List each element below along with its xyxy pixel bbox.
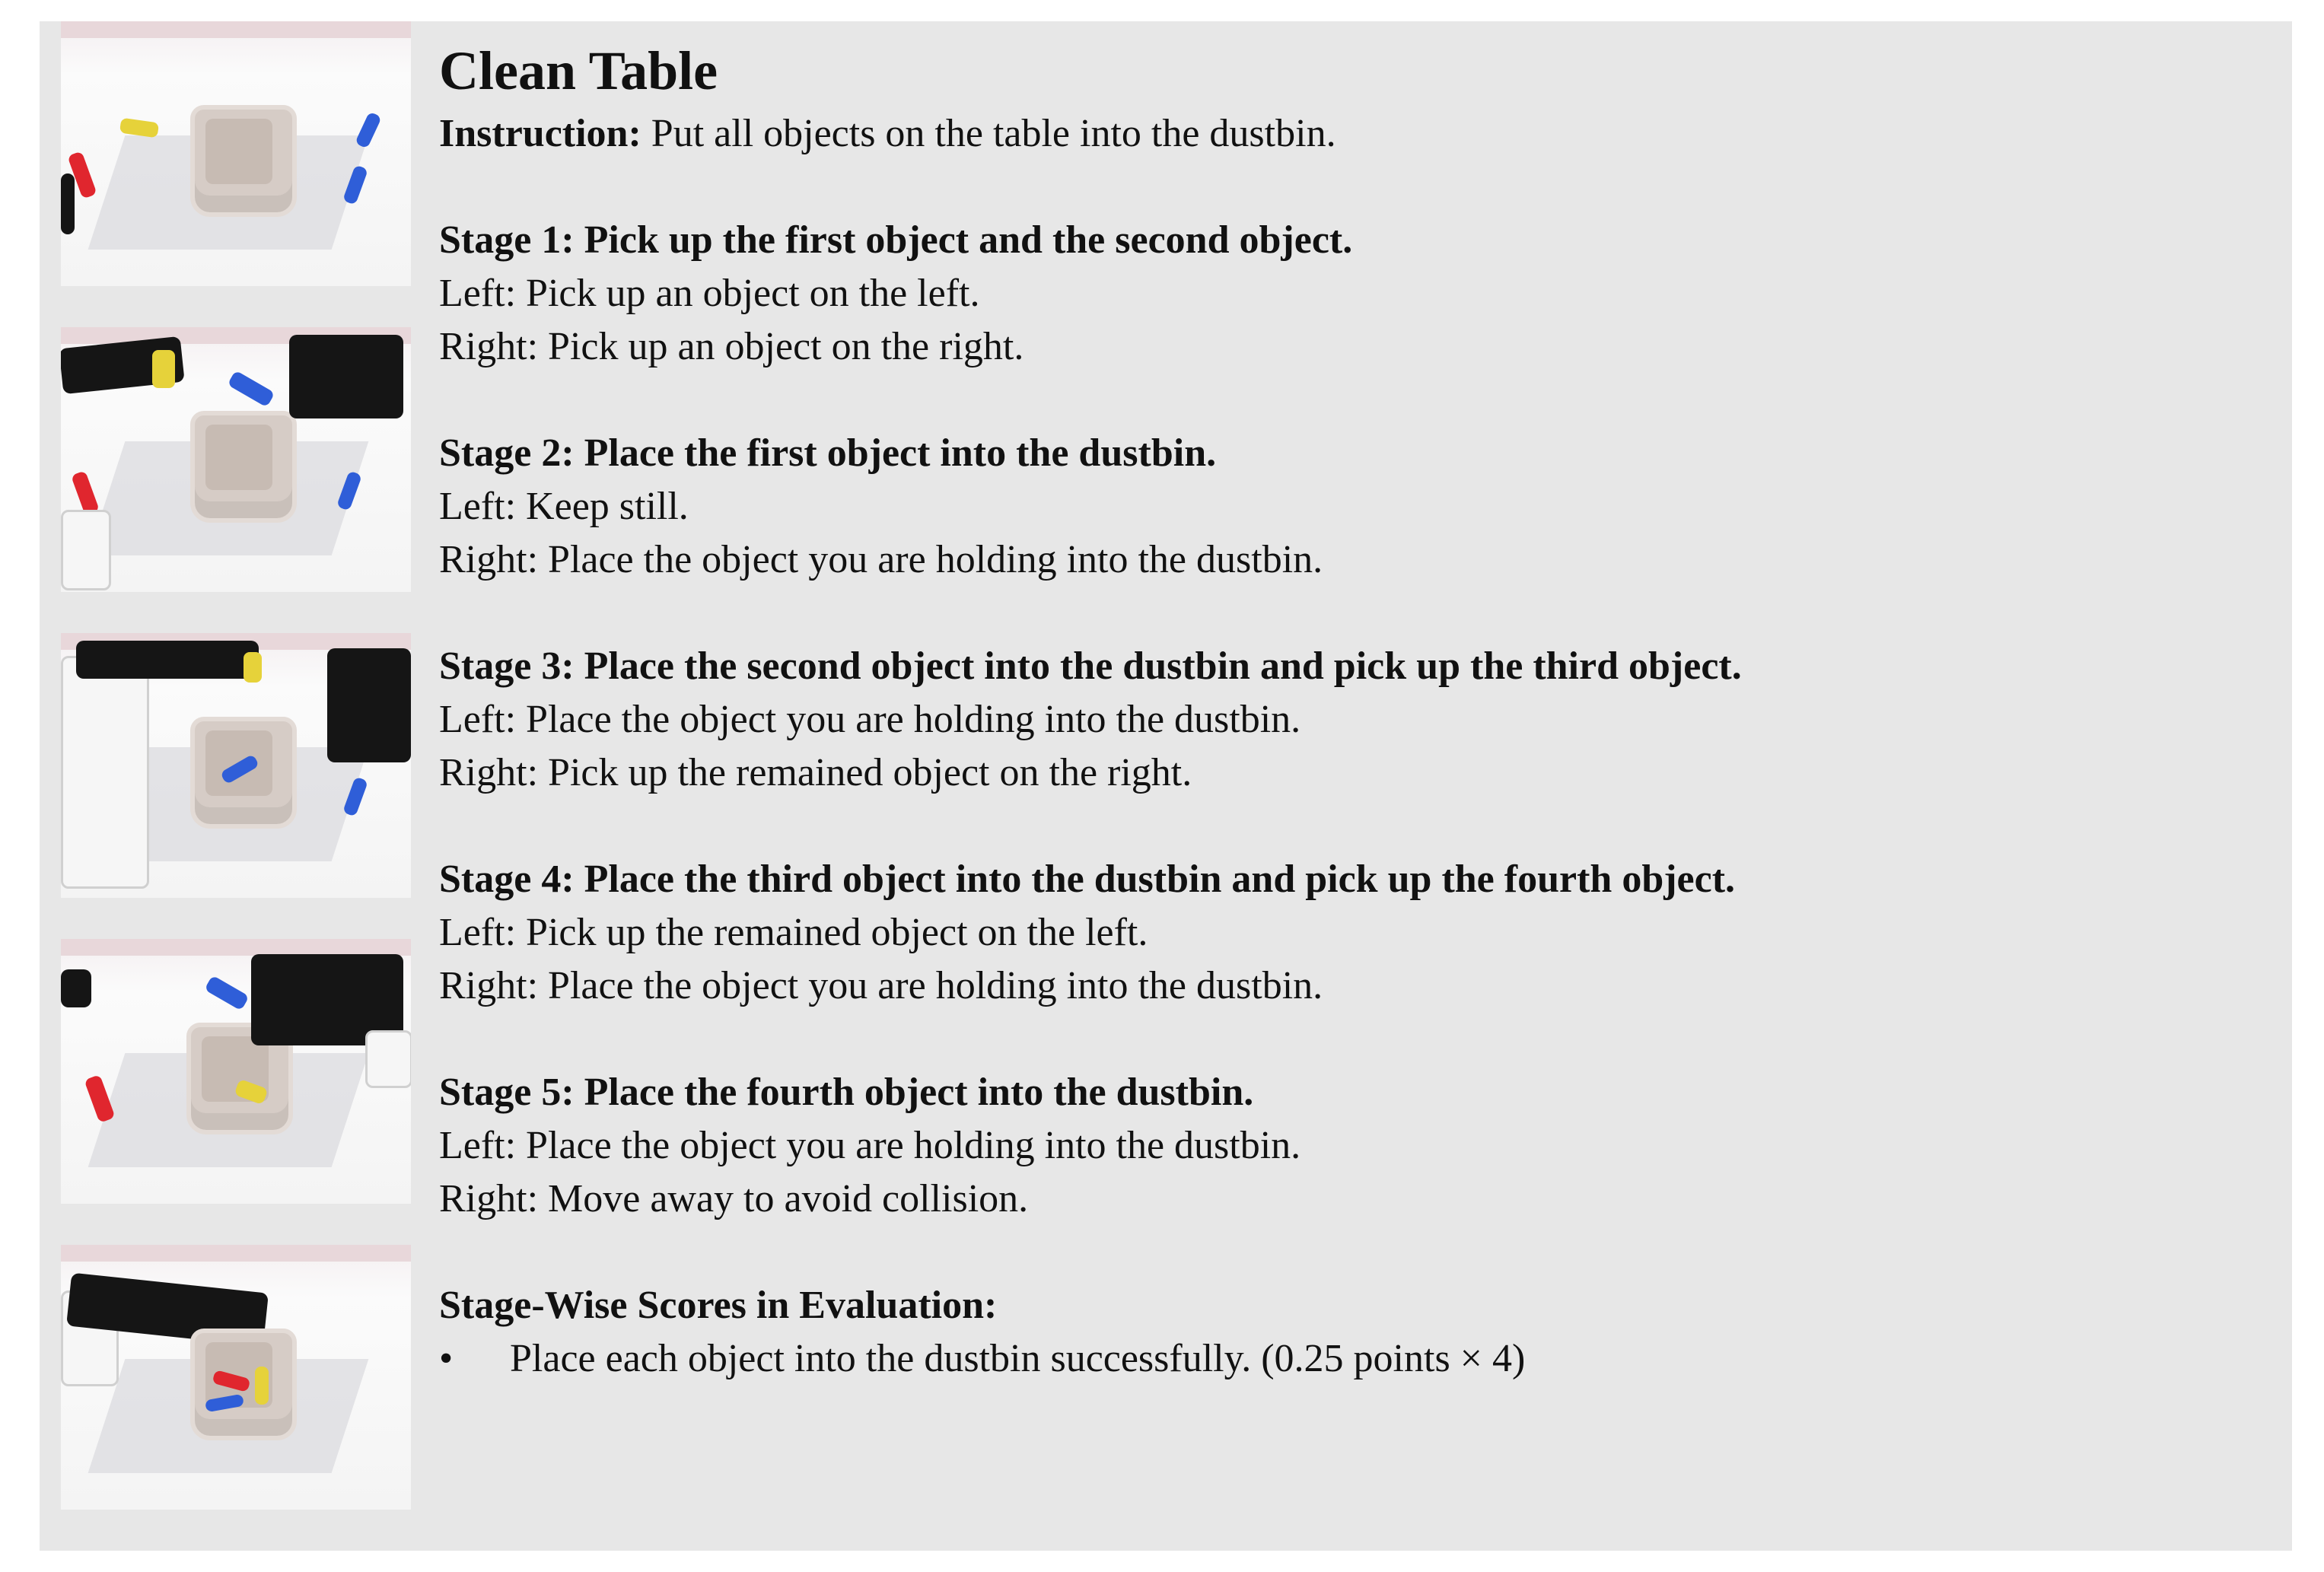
- instruction-label: Instruction:: [439, 112, 641, 155]
- left-gripper: [76, 641, 259, 679]
- stage-2-heading: Stage 2: Place the first object into the dustbin.: [439, 431, 1217, 475]
- blue-object: [204, 975, 249, 1010]
- left-gripper: [61, 969, 91, 1007]
- stage-5-right: Right: Move away to avoid collision.: [439, 1177, 1029, 1220]
- stage-3-left: Left: Place the object you are holding into the dustbin.: [439, 698, 1301, 741]
- stage-2-right: Right: Place the object you are holding into the dustbin.: [439, 538, 1323, 581]
- blue-object: [228, 370, 275, 407]
- stage-1-right: Right: Pick up an object on the right.: [439, 325, 1024, 368]
- stage-5-left: Left: Place the object you are holding into the dustbin.: [439, 1124, 1301, 1167]
- right-gripper: [327, 648, 411, 762]
- thumbnail-wall: [61, 21, 411, 38]
- stage-thumbnail-5: [61, 1245, 411, 1510]
- dustbin: [190, 411, 297, 523]
- stage-thumbnail-2: [61, 327, 411, 592]
- gripper: [61, 173, 75, 234]
- scores-heading: Stage-Wise Scores in Evaluation:: [439, 1284, 998, 1327]
- instruction: [439, 111, 1336, 157]
- right-gripper: [289, 335, 403, 418]
- stage-thumbnail-1: [61, 21, 411, 286]
- bullet-icon: •: [439, 1337, 454, 1380]
- task-title: Clean Table: [439, 40, 718, 101]
- stage-2-left: Left: Keep still.: [439, 485, 689, 528]
- dustbin: [190, 105, 297, 217]
- stage-4-right: Right: Place the object you are holding into the dustbin.: [439, 964, 1323, 1007]
- stage-5-heading: Stage 5: Place the fourth object into the dustbin.: [439, 1071, 1254, 1114]
- robot-body: [365, 1030, 411, 1088]
- stage-1-left: Left: Pick up an object on the left.: [439, 272, 980, 315]
- robot-body: [61, 656, 149, 889]
- stage-3-heading: Stage 3: Place the second object into the dustbin and pick up the third object.: [439, 644, 1742, 688]
- stage-thumbnail-3: [61, 633, 411, 898]
- robot-body: [61, 510, 111, 590]
- red-object: [71, 470, 100, 515]
- stage-thumbnail-4: [61, 939, 411, 1204]
- task-card: [40, 21, 2292, 1551]
- thumbnail-column: [61, 21, 411, 1551]
- blue-object: [355, 111, 382, 148]
- thumbnail-wall: [61, 1245, 411, 1262]
- yellow-object: [255, 1367, 269, 1405]
- score-item: Place each object into the dustbin successfully. (0.25 points × 4): [510, 1337, 1526, 1380]
- thumbnail-wall: [61, 939, 411, 956]
- stage-4-heading: Stage 4: Place the third object into the dustbin and pick up the fourth object.: [439, 858, 1736, 901]
- stage-3-right: Right: Pick up the remained object on the right.: [439, 751, 1192, 794]
- stage-4-left: Left: Pick up the remained object on the left.: [439, 911, 1148, 954]
- task-description: [439, 21, 2265, 1551]
- yellow-object: [244, 652, 262, 683]
- instruction-text: Put all objects on the table into the dustbin.: [641, 112, 1336, 155]
- yellow-object: [152, 350, 175, 388]
- stage-1-heading: Stage 1: Pick up the first object and the second object.: [439, 218, 1353, 262]
